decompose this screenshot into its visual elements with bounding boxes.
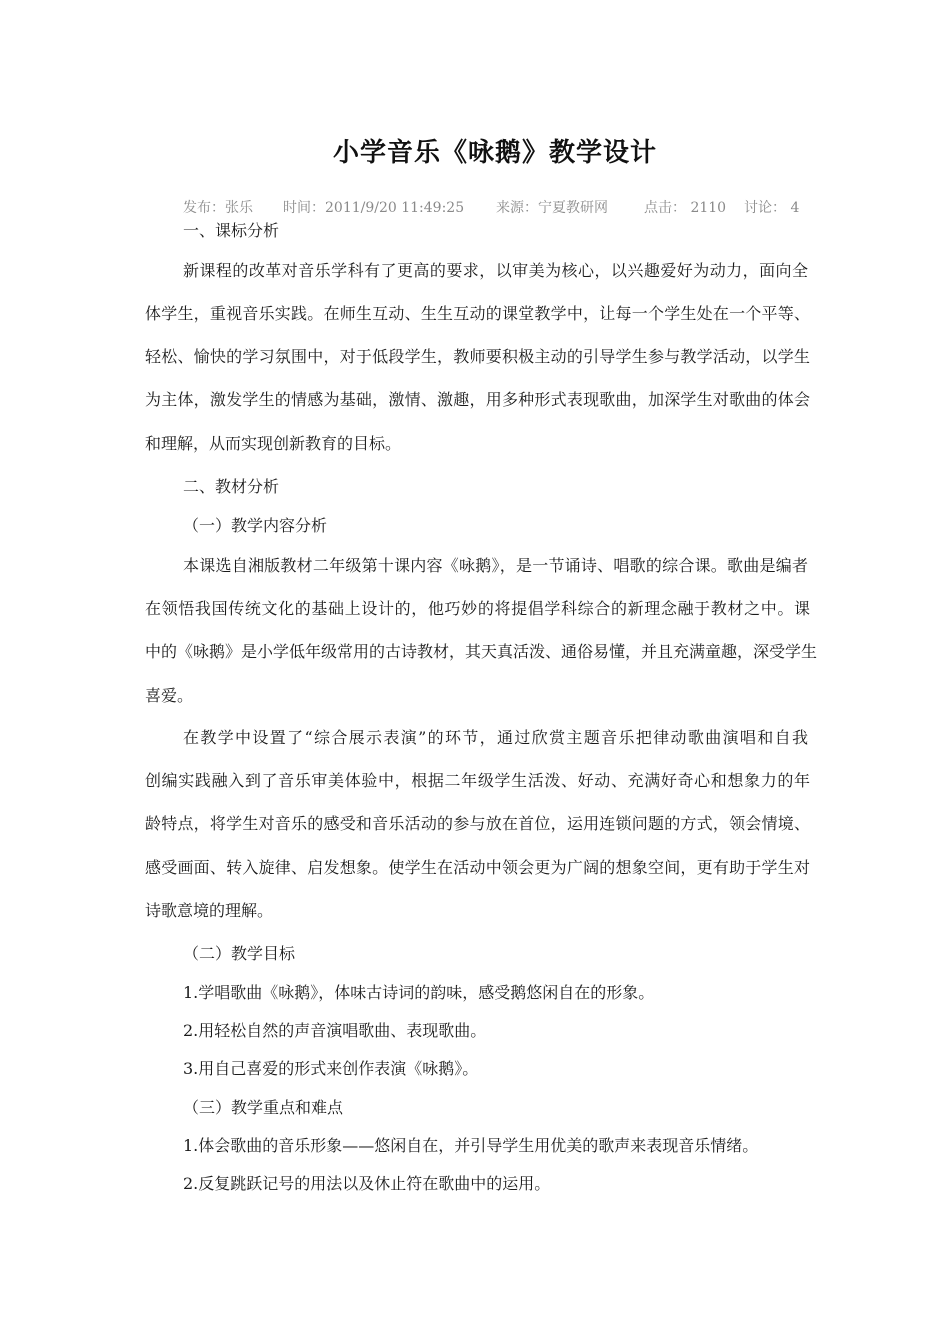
paragraph-line: 创编实践融入到了音乐审美体验中，根据二年级学生活泼、好动、充满好奇心和想象力的年 — [145, 771, 810, 790]
heading-textbook-analysis: 二、教材分析 — [183, 477, 280, 496]
meta-source: 来源：宁夏教研网 — [496, 200, 608, 216]
subheading-content-analysis: （一）教学内容分析 — [183, 516, 328, 535]
paragraph-line: 喜爱。 — [145, 686, 194, 705]
paragraph-line: 诗歌意境的理解。 — [145, 901, 274, 920]
paragraph-line: 和理解，从而实现创新教育的目标。 — [145, 434, 402, 453]
paragraph-line: 中的《咏鹅》是小学低年级常用的古诗教材，其天真活泼、通俗易懂，并且充满童趣，深受学生 — [145, 642, 818, 661]
subheading-teaching-goals: （二）教学目标 — [183, 944, 296, 963]
meta-time: 时间：2011/9/20 11:49:25 — [283, 200, 465, 216]
paragraph-line: 新课程的改革对音乐学科有了更高的要求，以审美为核心，以兴趣爱好为动力，面向全 — [183, 261, 808, 280]
goal-item: 1.学唱歌曲《咏鹅》，体味古诗词的韵味，感受鹅悠闲自在的形象。 — [183, 983, 655, 1002]
goal-item: 2.用轻松自然的声音演唱歌曲、表现歌曲。 — [183, 1021, 487, 1040]
paragraph-line: 在教学中设置了“综合展示表演”的环节，通过欣赏主题音乐把律动歌曲演唱和自我 — [183, 728, 808, 747]
article-meta — [183, 197, 823, 217]
paragraph-line: 体学生，重视音乐实践。在师生互动、生生互动的课堂教学中，让每一个学生处在一个平等、 — [145, 304, 810, 323]
document-title: 小学音乐《咏鹅》教学设计 — [332, 138, 657, 168]
meta-clicks: 点击： 2110 — [644, 200, 727, 216]
subheading-key-points: （三）教学重点和难点 — [183, 1098, 344, 1117]
key-point-item: 2.反复跳跃记号的用法以及休止符在歌曲中的运用。 — [183, 1174, 551, 1193]
meta-comments: 讨论： 4 — [744, 200, 800, 216]
heading-curriculum-analysis: 一、课标分析 — [183, 221, 280, 240]
paragraph-line: 在领悟我国传统文化的基础上设计的，他巧妙的将提倡学科综合的新理念融于教材之中。课 — [145, 599, 810, 618]
paragraph-line: 为主体，激发学生的情感为基础，激情、激趣，用多种形式表现歌曲，加深学生对歌曲的体会 — [145, 390, 810, 409]
paragraph-line: 本课选自湘版教材二年级第十课内容《咏鹅》，是一节诵诗、唱歌的综合课。歌曲是编者 — [183, 556, 808, 575]
paragraph-line: 轻松、愉快的学习氛围中，对于低段学生，教师要积极主动的引导学生参与教学活动，以学生 — [145, 347, 810, 366]
key-point-item: 1.体会歌曲的音乐形象——悠闲自在，并引导学生用优美的歌声来表现音乐情绪。 — [183, 1136, 759, 1155]
meta-author: 发布：张乐 — [183, 200, 253, 216]
goal-item: 3.用自己喜爱的形式来创作表演《咏鹅》。 — [183, 1059, 479, 1078]
paragraph-line: 感受画面、转入旋律、启发想象。使学生在活动中领会更为广阔的想象空间，更有助于学生对 — [145, 858, 810, 877]
paragraph-line: 龄特点，将学生对音乐的感受和音乐活动的参与放在首位，运用连锁问题的方式，领会情境、 — [145, 814, 810, 833]
